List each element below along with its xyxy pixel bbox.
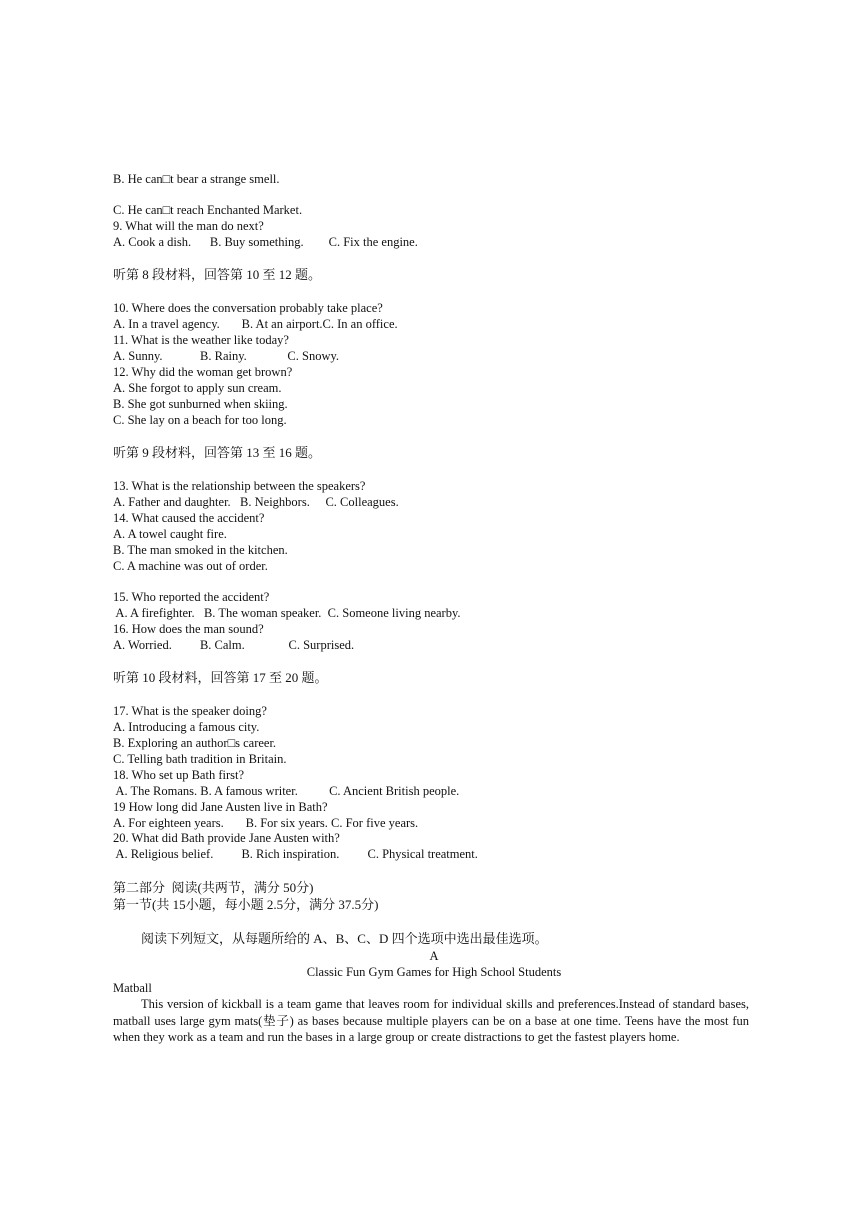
section-one-heading: 第一节(共 15小题，每小题 2.5分，满分 37.5分) bbox=[113, 897, 379, 912]
section-heading-9: 听第 9 段材料，回答第 13 至 16 题。 bbox=[113, 445, 322, 460]
section-heading-10: 听第 10 段材料，回答第 17 至 20 题。 bbox=[113, 670, 328, 685]
question-17: 17. What is the speaker doing? bbox=[113, 704, 267, 718]
question-19: 19 How long did Jane Austen live in Bath? bbox=[113, 800, 328, 814]
question-17-option-a: A. Introducing a famous city. bbox=[113, 720, 260, 734]
question-9: 9. What will the man do next? bbox=[113, 219, 264, 233]
question-12-option-a: A. She forgot to apply sun cream. bbox=[113, 381, 282, 395]
question-19-options: A. For eighteen years. B. For six years. C. For five years. bbox=[113, 816, 419, 830]
text-line: B. He can□t bear a strange smell. bbox=[113, 172, 280, 186]
question-14-option-b: B. The man smoked in the kitchen. bbox=[113, 543, 288, 557]
question-9-options: A. Cook a dish. B. Buy something. C. Fix the engine. bbox=[113, 235, 418, 249]
question-14-option-a: A. A towel caught fire. bbox=[113, 527, 227, 541]
question-12: 12. Why did the woman get brown? bbox=[113, 365, 293, 379]
question-13: 13. What is the relationship between the speakers? bbox=[113, 479, 366, 493]
question-20-options: A. Religious belief. B. Rich inspiration. C. Physical treatment. bbox=[113, 847, 478, 861]
question-16: 16. How does the man sound? bbox=[113, 622, 264, 636]
passage-paragraph: This version of kickball is a team game that leaves room for individual skills and preferences.Instead of standard bases, matball uses large gym mats(垫子) as bases because multiple players can be on a base at one time. Teens have the most fun when they work as a team and run the bases in a large group or create distractions to get the fastest players home. bbox=[113, 997, 749, 1044]
passage-subtitle: Matball bbox=[113, 981, 152, 995]
passage-title: Classic Fun Gym Games for High School Students bbox=[306, 965, 562, 979]
question-15-options: A. A firefighter. B. The woman speaker. C. Someone living nearby. bbox=[113, 606, 461, 620]
question-11: 11. What is the weather like today? bbox=[113, 333, 289, 347]
question-14-option-c: C. A machine was out of order. bbox=[113, 559, 268, 573]
question-18: 18. Who set up Bath first? bbox=[113, 768, 244, 782]
part-two-heading: 第二部分 阅读(共两节，满分 50分) bbox=[113, 880, 314, 895]
question-17-option-b: B. Exploring an author□s career. bbox=[113, 736, 277, 750]
question-14: 14. What caused the accident? bbox=[113, 511, 265, 525]
question-12-option-c: C. She lay on a beach for too long. bbox=[113, 413, 287, 427]
question-18-options: A. The Romans. B. A famous writer. C. Ancient British people. bbox=[113, 784, 460, 798]
question-15: 15. Who reported the accident? bbox=[113, 590, 270, 604]
reading-instruction: 阅读下列短文，从每题所给的 A、B、C、D 四个选项中选出最佳选项。 bbox=[141, 931, 548, 946]
text-line: C. He can□t reach Enchanted Market. bbox=[113, 203, 303, 217]
question-12-option-b: B. She got sunburned when skiing. bbox=[113, 397, 288, 411]
question-13-options: A. Father and daughter. B. Neighbors. C. Colleagues. bbox=[113, 495, 399, 509]
question-10: 10. Where does the conversation probably take place? bbox=[113, 301, 383, 315]
question-11-options: A. Sunny. B. Rainy. C. Snowy. bbox=[113, 349, 340, 363]
question-10-options: A. In a travel agency. B. At an airport.C. In an office. bbox=[113, 317, 398, 331]
question-17-option-c: C. Telling bath tradition in Britain. bbox=[113, 752, 287, 766]
question-16-options: A. Worried. B. Calm. C. Surprised. bbox=[113, 638, 355, 652]
section-heading-8: 听第 8 段材料，回答第 10 至 12 题。 bbox=[113, 267, 322, 282]
question-20: 20. What did Bath provide Jane Austen with? bbox=[113, 831, 340, 845]
passage-label: A bbox=[429, 949, 439, 963]
